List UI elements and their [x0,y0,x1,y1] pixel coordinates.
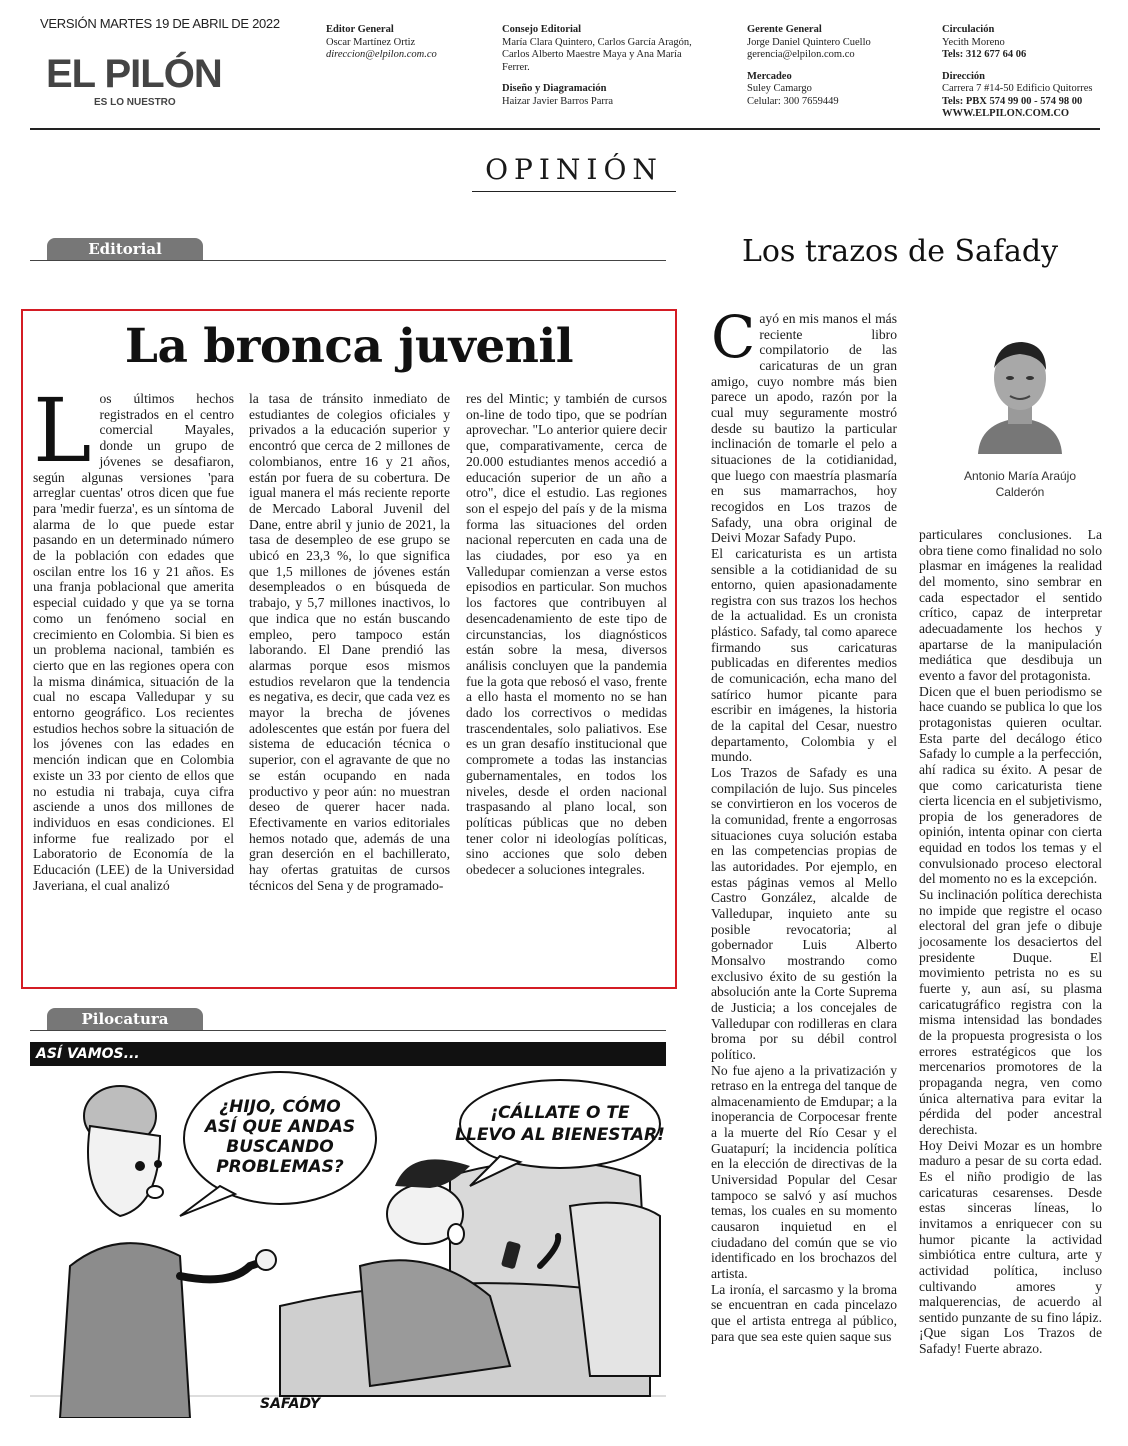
staff-phone: Tels: PBX 574 99 00 - 574 98 00 [942,95,1083,107]
staff-name: Suley Camargo [747,83,812,94]
edition-date: VERSIÓN MARTES 19 DE ABRIL DE 2022 [40,16,280,31]
editorial-column-2: la tasa de tránsito inmediato de estudiantes de colegios oficiales y privados a la educación superior y encontró que cerca de 2 millones de colombianos, entre 16 y 21 años, están por fuera de su cobertura. De igual manera el más reciente reporte de Mercado Laboral Juvenil del Dane, entre abril y junio de 2021, la tasa de desempleo de ese grupo se ubicó en 23,3 %, lo que significa que 1,5 millones de jóvenes están desempleados o en búsqueda de trabajo, y 5,7 millones inactivos, lo que indica que no están buscando empleo, pero tampoco están laborando. El Dane prendió las alarmas porque esos mismos estudios revelaron que la tendencia es negativa, es decir, que cada vez es mayor la brecha de jóvenes adolescentes que están por fuera del sistema de educación técnica o superior, con el agravante de que no se están ocupando en nada productivo y peor aún: no muestran deseo de querer hacer nada. Efectivamente en varios editoriales hemos notado que, además de una gran deserción en el bachillerato, hay ofertas gratuitas de cursos técnicos del Sena y de programado- [249,391,450,893]
cartoonist-signature: SAFADY [260,1396,321,1412]
staff-role: Circulación [942,24,995,35]
staff-role: Dirección [942,70,985,82]
staff-role: Mercadeo [747,70,792,82]
editorial-dropcap: L [33,379,92,482]
cartoon-strip-title [30,1042,666,1066]
author-name [928,468,1112,500]
opinion-paragraph: Dicen que el buen periodismo se hace cuando se publica lo que los protagonistas quieren ocultar. Esta parte del decálogo ético Safady lo cumple a la perfección, ahí radica su éxito. A pesar de que como caricaturista tiene cierta licencia en el subjetivismo, propia de los generadores de opinión, intenta opinar con cierta equidad en todos los temas y el convulsionado proceso electoral del momento no es la excepción. [919,683,1102,887]
masthead-divider [30,128,1100,130]
staff-editor [326,24,437,62]
section-title: OPINIÓN [485,153,663,186]
bubble-line: ¡CÁLLATE O TE [490,1103,630,1123]
bubble-line: BUSCANDO [226,1137,334,1157]
staff-email: direccion@elpilon.com.co [326,49,437,60]
bubble-line: PROBLEMAS? [216,1157,344,1177]
bubble-line: ¿HIJO, CÓMO [219,1097,341,1117]
staff-phone: Celular: 300 7659449 [747,95,839,107]
staff-address: Carrera 7 #14-50 Edificio Quitorres [942,83,1093,94]
staff-role: Gerente General [747,24,822,35]
cartoon-tab: Pilocatura [47,1008,203,1030]
author-photo [970,330,1070,454]
staff-role: Diseño y Diagramación [502,83,607,94]
staff-editorial-board [502,24,692,108]
opinion-column-1 [711,303,897,1344]
opinion-paragraph: particulares conclusiones. La obra tiene como finalidad no solo plasmar en imágenes la realidad del momento, sino sembrar en cada espectador el sentido crítico, capaz de interpretar adecuadamente los hechos y apartarse de la manipulación mediática que desdibuja un evento a favor del protagonista. [919,527,1102,683]
staff-line: María Clara Quintero, Carlos García Aragón, [502,36,692,48]
staff-name: Oscar Martínez Ortiz [326,36,416,48]
author-name-line: Antonio María Araújo [963,469,1077,483]
cartoon-tab-rule [30,1030,666,1031]
website-link[interactable]: WWW.ELPILON.COM.CO [942,108,1070,119]
newspaper-slogan: ES LO NUESTRO [94,97,176,108]
staff-name: Yecith Moreno [942,36,1005,48]
staff-role: Editor General [326,24,394,35]
staff-line: Carlos Alberto Maestre Maya y Ana María [502,49,682,60]
bubble-line: LLEVO AL BIENESTAR! [455,1125,665,1145]
staff-email: gerencia@elpilon.com.co [747,49,855,60]
bubble-line: ASÍ QUE ANDAS [204,1117,356,1137]
staff-phone: Tels: 312 677 64 06 [942,49,1027,60]
opinion-paragraph: El caricaturista es un artista sensible a la cotidianidad de su entorno, quien apasionadamente registra con sus trazos los hechos de la actualidad. Es un cronista plástico. Safady, tal como aparece firmando sus caricaturas publicadas en diferentes medios de comunicación, echa mano del satírico humor picante para escribir en imágenes, la historia de la capital del Cesar, nuestro departamento, Colombia y el mundo. [711,545,897,765]
staff-name: Jorge Daniel Quintero Cuello [747,36,871,48]
editorial-headline: La bronca juvenil [124,319,574,374]
staff-circulation [942,24,1092,121]
opinion-column-2 [919,527,1102,1357]
staff-management [747,24,871,108]
opinion-paragraph: Los Trazos de Safady es una compilación de lujo. Sus pinceles se convirtieron en los voceros de la comunidad, frente a engorrosas situaciones cuya solución estaba en las competencias propias de las autoridades. Por ejemplo, en estas páginas vemos al Mello Castro González, alcalde de Valledupar, inquieto ante su posible revocatoria; al gobernador Luis Alberto Monsalvo mostrando como exclusivo éxito de su gestión la absolución ante la Corte Suprema de Justicia; a los concejales de Valledupar con rodilleras en clara broma por su débil control político. [711,765,897,1062]
newspaper-logo: EL PILÓN [46,52,222,96]
staff-role: Consejo Editorial [502,24,582,35]
opinion-column-title: Los trazos de Safady [742,234,1059,269]
opinion-paragraph: Su inclinación política derechista no impide que registre el ocaso electoral del gran jefe o dibuje jocosamente los desaciertos del presidente Duque. El movimiento petrista no es su fuerte y, aun así, su plasma caricatugráfico registra con la misma intensidad las bondades de la propuesta progresista o los errores estratégicos que los mercenarios promotores de la propaganda negra, ven como única alternativa para evitar la pérdida del poder ancestral derechista. [919,887,1102,1137]
editorial-tab: Editorial [47,238,203,260]
cartoon-strip-title-text: ASÍ VAMOS... [36,1046,140,1062]
editorial-tab-rule [30,260,666,261]
author-name-line: Calderón [995,485,1045,499]
opinion-paragraph: Hoy Deivi Mozar es un hombre maduro a pesar de su corta edad. Es el niño prodigio de las caricaturas cesarenses. Desde estas sinceras líneas, lo invitamos a enriquecer con su humor picante la actividad simbiótica entre cultura, arte y actividad política, incluso cultivando amores y malquerencias, de acuerdo al sentido punzante de su fino lápiz. ¡Que sigan Los Trazos de Safady! Fuerte abrazo. [919,1137,1102,1357]
editorial-column-1 [33,379,234,894]
editorial-column-3: res del Mintic; y también de cursos on-line de todo tipo, que se podrían aprovechar. "Lo anterior quiere decir que, comparativamente, cerca de 20.000 estudiantes menos accedió a educación superior de un año a otro", dice el estudio. Las regiones son el espejo del país y de la misma forma las situaciones del orden nacional repercuten en cada una de las ciudades, por eso ya en Valledupar comienzan a verse estos episodios en particular. Son muchos los factores que contribuyen al desencadenamiento de este tipo de circunstancias, los diagnósticos están sobre la mesa, diversos análisis concluyen que la pandemia fue la gota que rebosó el vaso, frente a ello hasta el momento no se han dado los correctivos o medidas trascendentales, solo paliativos. Ese es un gran desafío institucional que compromete a todas las instancias gubernamentales, en todos los niveles, desde el orden nacional traspasando al plano local, son políticas públicas que no deben tener color ni ideologías políticas, sino acciones que solo deben obedecer a soluciones integrales. [466,391,667,878]
opinion-paragraph: La ironía, el sarcasmo y la broma se encuentran en cada pincelazo que el artista entrega al público, para que sea este quien saque sus [711,1281,897,1344]
opinion-dropcap: C [711,303,756,371]
masthead [30,14,1100,132]
opinion-paragraph: ayó en mis manos el más reciente libro compilatorio de las caricaturas de un gran amigo, cuyo nombre más bien parece un apodo, razón por la cual muy seguramente mostró desde su bautizo la particular inclinación de tomarle el pelo a situaciones de la cotidianidad, que luego con maestría plasmaría en sus mamarrachos, hoy recogidos en Los trazos de Safady, una obra original de Deivi Mozar Safady Pupo. [711,311,897,546]
section-title-rule [472,191,676,192]
staff-line: Ferrer. [502,61,530,73]
opinion-paragraph: No fue ajeno a la privatización y retraso en la entrega del tanque de almacenamiento de Emdupar; a la inoperancia de Corpocesar frente a la muerte del Río Cesar y el Guatapurí; la incidencia política en la elección de directivas de la Universidad Popular del Cesar tampoco se salvó y así muchos temas, los cuales en su momento causaron inquietud en el ciudadano del común que se vio identificado en los brochazos del artista. [711,1062,897,1282]
cartoon-illustration [30,1066,666,1418]
editorial-text: os últimos hechos registrados en el centro comercial Mayales, donde un grupo de jóvenes se desafiaron, según algunas versiones 'para arreglar cuentas' otros dicen que fue para 'medir fuerza', es un síntoma de alarma de lo que puede estar pasando en un determinado número de la población con edades que oscilan entre los 16 y 21 años. Es una franja poblacional que amerita especial cuidado y que ya se torna como un fenómeno social en crecimiento en Colombia. Si bien es un problema nacional, también es cierto que en las regiones opera con la misma dinámica, situación de la cual no escapa Valledupar y su entorno geográfico. Los recientes estudios hechos sobre la situación de los jóvenes con las edades en mención indican que en Colombia existe un 33 por ciento de ellos que no estudia ni trabaja, cuya cifra asciende a unos dos millones de individuos en esas condiciones. El informe fue realizado por el Laboratorio de Economía de la Educación (LEE) de la Universidad Javeriana, el cual analizó [33,391,234,893]
staff-name: Haizar Javier Barros Parra [502,95,614,107]
editorial-article [21,309,677,989]
